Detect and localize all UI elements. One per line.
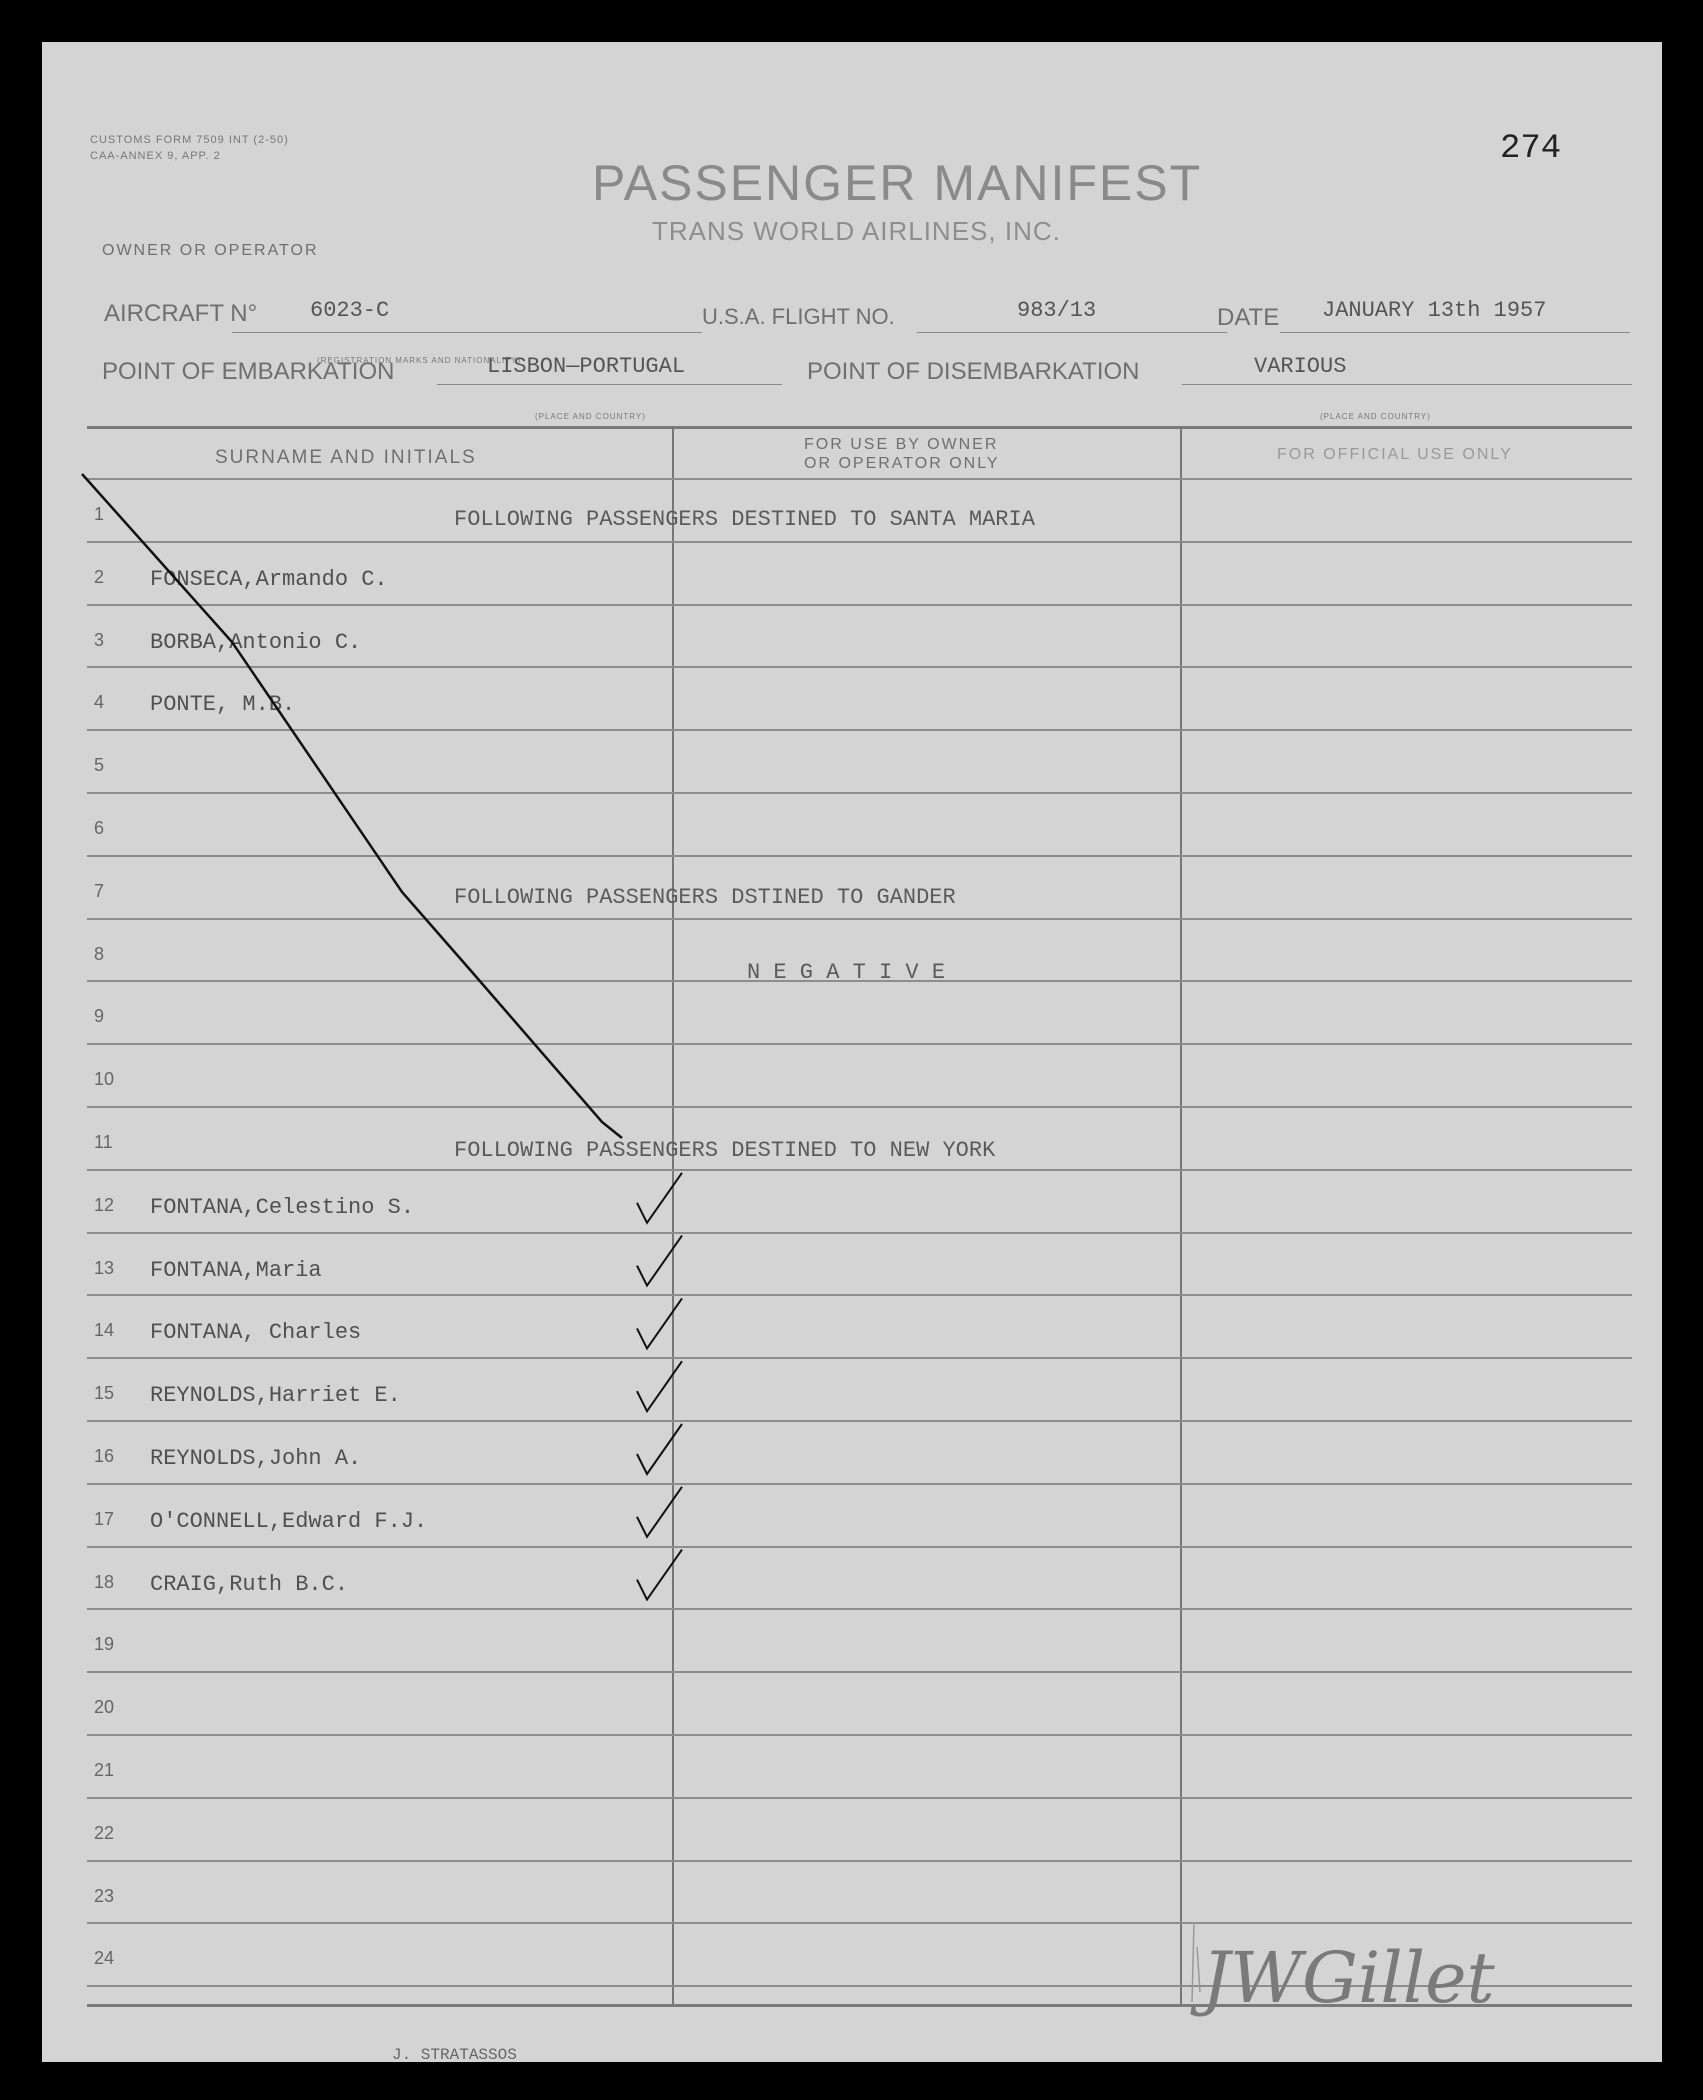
signature: JWGillet <box>1202 1937 1495 2019</box>
row-number: 12 <box>94 1194 115 1215</box>
checkmark <box>637 1361 682 1411</box>
column-header-owner-use-1: FOR USE BY OWNER <box>804 436 999 453</box>
note-santa-maria: FOLLOWING PASSENGERS DESTINED TO SANTA MARIA <box>454 507 1035 532</box>
note-new-york: FOLLOWING PASSENGERS DESTINED TO NEW YORK <box>454 1138 996 1163</box>
checkmarks <box>637 1173 682 1600</box>
row-number: 1 <box>94 504 105 524</box>
row-number: 19 <box>94 1634 115 1655</box>
row-number: 7 <box>94 880 105 901</box>
row-number: 14 <box>94 1320 115 1341</box>
note-negative: N E G A T I V E <box>747 960 946 985</box>
aircraft-value: 6023-C <box>310 298 390 323</box>
passenger-name: FONTANA,Celestino S. <box>150 1194 415 1220</box>
form-code-line1: CUSTOMS FORM 7509 INT (2-50) <box>90 134 289 146</box>
row-number: 23 <box>94 1885 115 1906</box>
passenger-name: REYNOLDS,John A. <box>150 1446 362 1471</box>
passenger-name: CRAIG,Ruth B.C. <box>150 1571 349 1597</box>
row-number: 8 <box>94 943 105 964</box>
row-number: 4 <box>94 692 105 713</box>
owner-label: OWNER OR OPERATOR <box>102 242 319 259</box>
row-number: 9 <box>94 1006 105 1027</box>
row-number: 5 <box>94 755 105 776</box>
form-code-line2: CAA-ANNEX 9, APP. 2 <box>90 150 221 162</box>
disembark-value: VARIOUS <box>1254 354 1347 379</box>
row-number: 6 <box>94 818 105 838</box>
disembark-label: POINT OF DISEMBARKATION <box>807 358 1140 385</box>
row-number: 21 <box>94 1760 115 1780</box>
column-header-official-use: FOR OFFICIAL USE ONLY <box>1277 446 1513 463</box>
row-number: 3 <box>94 629 105 650</box>
checkmark <box>637 1236 682 1286</box>
row-number: 15 <box>94 1383 115 1404</box>
checkmark <box>637 1550 682 1600</box>
checkmark <box>637 1424 682 1474</box>
checkmark <box>637 1298 682 1348</box>
passenger-name: BORBA,Antonio C. <box>150 629 362 655</box>
row-number: 17 <box>94 1508 115 1529</box>
disembark-sublabel: (PLACE AND COUNTRY) <box>1320 412 1431 421</box>
date-value: JANUARY 13th 1957 <box>1322 298 1547 323</box>
note-gander: FOLLOWING PASSENGERS DSTINED TO GANDER <box>454 885 956 910</box>
row-number: 10 <box>94 1069 115 1090</box>
aircraft-sublabel: (REGISTRATION MARKS AND NATIONALITY) <box>317 356 522 365</box>
aircraft-label: AIRCRAFT N° <box>104 300 258 327</box>
passenger-name: FONSECA,Armando C. <box>150 566 388 592</box>
embark-value: LISBON—PORTUGAL <box>487 354 686 379</box>
passenger-name: PONTE, M.B. <box>150 692 296 718</box>
column-header-surname: SURNAME AND INITIALS <box>215 447 477 468</box>
flight-value: 983/13 <box>1017 298 1097 323</box>
date-label: DATE <box>1217 304 1280 331</box>
row-number: 24 <box>94 1948 115 1969</box>
row-number: 18 <box>94 1571 115 1592</box>
column-header-owner-use-2: OR OPERATOR ONLY <box>804 455 1000 472</box>
airline-name: TRANS WORLD AIRLINES, INC. <box>652 216 1061 246</box>
row-number: 2 <box>94 566 105 587</box>
row-number: 16 <box>94 1446 115 1466</box>
manifest-sheet <box>42 42 1662 2062</box>
checkmark <box>637 1173 682 1223</box>
embark-sublabel: (PLACE AND COUNTRY) <box>535 412 646 421</box>
pen-marks <box>42 42 1662 2062</box>
row-number: 13 <box>94 1257 115 1278</box>
passenger-name: O'CONNELL,Edward F.J. <box>150 1508 428 1534</box>
passenger-name: REYNOLDS,Harriet E. <box>150 1383 401 1409</box>
manifest-title: PASSENGER MANIFEST <box>592 155 1203 211</box>
diagonal-strike-line <box>82 474 622 1138</box>
row-number: 20 <box>94 1697 115 1718</box>
signature-marks <box>1192 1922 1200 2002</box>
passenger-name: FONTANA, Charles <box>150 1320 362 1346</box>
embark-label: POINT OF EMBARKATION <box>102 358 395 385</box>
checkmark <box>637 1487 682 1537</box>
flight-label: U.S.A. FLIGHT NO. <box>702 304 895 329</box>
footer-text: J. STRATASSOS <box>392 2046 517 2064</box>
row-number: 11 <box>94 1132 113 1152</box>
passenger-name: FONTANA,Maria <box>150 1257 322 1283</box>
row-number: 22 <box>94 1822 115 1843</box>
page-number: 274 <box>1500 130 1562 168</box>
